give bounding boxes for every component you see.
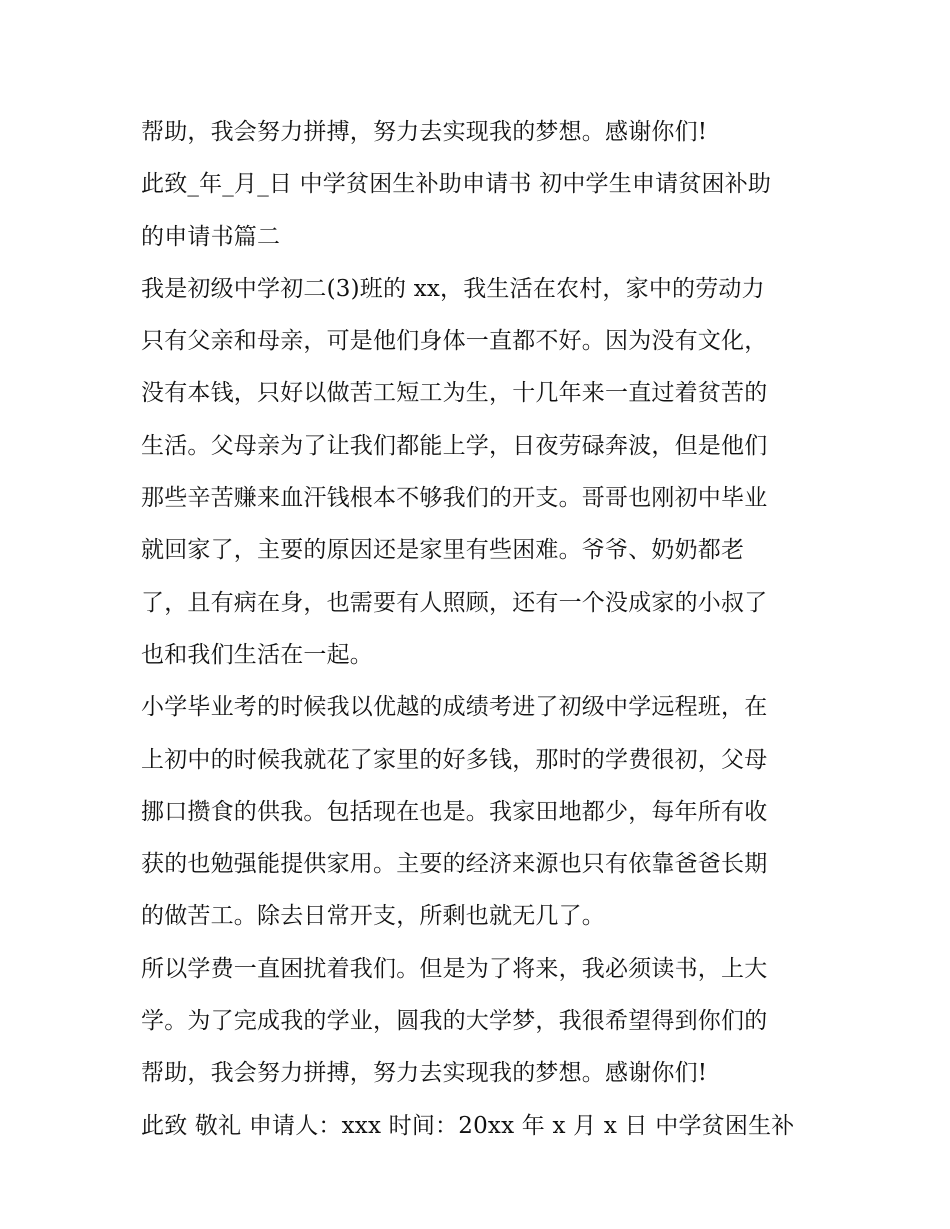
text-line: 挪口攒食的供我。包括现在也是。我家田地都少，每年所有收 (141, 798, 768, 825)
text-line: 帮助，我会努力拼搏，努力去实现我的梦想。感谢你们! (141, 1060, 708, 1087)
text-line: 此致 敬礼 申请人：xxx 时间：20xx 年 x 月 x 日 中学贫困生补 (141, 1112, 795, 1139)
text-line: 只有父亲和母亲，可是他们身体一直都不好。因为没有文化， (141, 328, 768, 355)
text-line: 了，且有病在身，也需要有人照顾，还有一个没成家的小叔了 (141, 589, 768, 616)
text-line: 学。为了完成我的学业，圆我的大学梦，我很希望得到你们的 (141, 1008, 768, 1035)
text-line: 所以学费一直困扰着我们。但是为了将来，我必须读书，上大 (141, 955, 768, 982)
text-line: 此致_年_月_日 中学贫困生补助申请书 初中学生申请贫困补助 (141, 171, 772, 198)
text-line: 我是初级中学初二(3)班的 xx，我生活在农村，家中的劳动力 (141, 275, 765, 302)
text-line: 帮助，我会努力拼搏，努力去实现我的梦想。感谢你们! (141, 119, 708, 145)
text-line: 就回家了，主要的原因还是家里有些困难。爷爷、奶奶都老 (141, 537, 745, 564)
text-line: 的做苦工。除去日常开支，所剩也就无几了。 (141, 903, 605, 930)
text-line: 小学毕业考的时候我以优越的成绩考进了初级中学远程班，在 (141, 694, 768, 721)
text-line: 生活。父母亲为了让我们都能上学，日夜劳碌奔波，但是他们 (141, 432, 768, 459)
text-line: 上初中的时候我就花了家里的好多钱，那时的学费很初，父母 (141, 746, 768, 773)
document-body (141, 110, 821, 1156)
text-line: 那些辛苦赚来血汗钱根本不够我们的开支。哥哥也刚初中毕业 (141, 485, 768, 512)
text-line: 没有本钱，只好以做苦工短工为生，十几年来一直过着贫苦的 (141, 380, 768, 407)
text-line: 获的也勉强能提供家用。主要的经济来源也只有依靠爸爸长期 (141, 851, 768, 878)
text-line: 的申请书篇二 (141, 223, 281, 250)
text-line: 也和我们生活在一起。 (141, 641, 373, 668)
